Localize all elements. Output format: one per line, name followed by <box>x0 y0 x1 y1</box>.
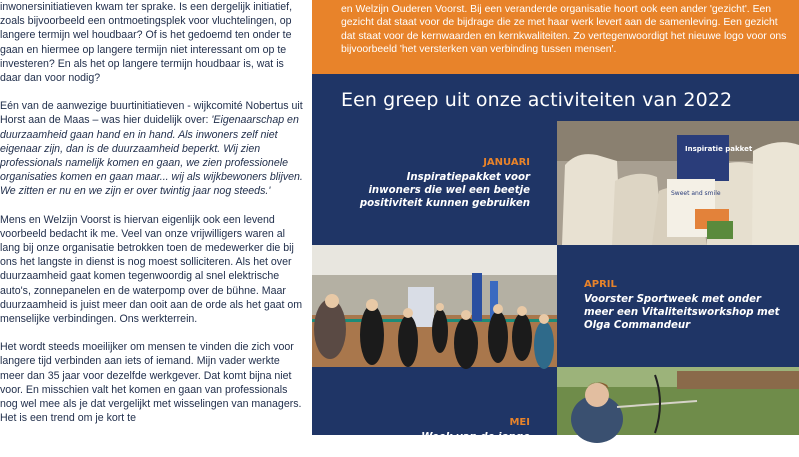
orange-info-box <box>312 0 799 74</box>
archery-image <box>557 367 799 435</box>
activity-may-photo <box>557 367 799 435</box>
quote: 'Eigenaarschap en duurzaamheid gaan hand en in hand. Als inwoners zelf niet eigenaar zijn, dan is de duurzaamheid beperkt. Wij zien professionals namelijk komen en gaan, we zien professionele organisaties komen en gaan maar... wij als wijkbewoners blijven. We zitten er nu en we zijn er over twintig jaar nog steeds.' <box>0 114 303 198</box>
activity-april-photo <box>312 245 557 367</box>
activity-month: JANUARI <box>483 157 530 168</box>
activity-january-caption <box>352 156 530 210</box>
orange-info-text: en Welzijn Ouderen Voorst. Bij een veranderde organisatie hoort ook een ander 'gezicht'. Een gezicht dat staat voor de bijdrage die ze met haar werk levert aan de samenleving. Een gezicht dat staat voor de kernwaarden en kernkwaliteiten. Zo vertegenwoordigt het nieuwe logo voor ons bijvoorbeeld 'het versterken van verbinding tussen mensen'. <box>341 4 787 55</box>
card-label: Sweet and smile <box>671 190 721 197</box>
box-label: Inspiratie pakket <box>685 145 753 153</box>
activity-text: Week van de jonge Mantelzorger <box>421 432 530 456</box>
inspiratie-box <box>677 135 729 181</box>
activities-panel <box>312 0 799 456</box>
sports-hall-image <box>312 245 557 367</box>
paragraph-1: inwonersinitiatieven kwam ter sprake. Is een dergelijk initiatief, zoals bijvoorbeeld een ontmoetingsplek voor vluchtelingen, op langere termijn wel houdbaar? Of is het gedoemd ten onder te gaan en hiermee op langere termijn niet interessant om op te investeren? En als het op langere termijn houdbaar is, wat is daar dan voor nodig? <box>0 1 293 85</box>
activity-month: MEI <box>509 417 530 428</box>
gift-bags-image <box>557 121 799 245</box>
article-left-column <box>0 0 304 435</box>
activity-month: APRIL <box>584 279 617 290</box>
paragraph-4: Het wordt steeds moeilijker om mensen te vinden die zich voor langere tijd verbinden aan iets of iemand. Mijn vader werkte meer dan 35 jaar voor dezelfde werkgever. Dat komt bijna niet voor. En misschien valt het komen en gaan van professionals nog wel mee als je dat vergelijkt met wisselingen van managers. Het is een trend om je kort te <box>0 341 302 425</box>
activities-heading: Een greep uit onze activiteiten van 2022 <box>341 89 733 111</box>
paragraph-3: Mens en Welzijn Voorst is hiervan eigenlijk ook een levend voorbeeld bedacht ik me. Veel van onze vrijwilligers waren al lang bij onze organisatie betrokken toen de medewerker die bij ons het langste in dienst is nog moest solliciteren. Als het over duurzaamheid gaat komen tegenwoordig al snel elektrische auto's, zonnepanelen en de waterpomp over de bühne. Maar duurzaamheid is juist meer dan ooit aan de orde als het gaat om menselijke verbindingen. Ons werkterrein. <box>0 213 303 326</box>
activity-text: Voorster Sportweek met onder meer een Vitaliteitsworkshop met Olga Commandeur <box>584 294 780 331</box>
activity-april-caption <box>584 278 784 332</box>
activity-text: Inspiratiepakket voor inwoners die wel een beetje positiviteit kunnen gebruiken <box>359 172 530 209</box>
paragraph-2-intro: Eén van de aanwezige buurtinitiatieven - wijkcomité Nobertus uit Horst aan de Maas – was hier duidelijk over: <box>0 100 303 127</box>
activity-january-photo <box>557 121 799 245</box>
paragraph-2 <box>0 99 304 198</box>
activity-may-caption <box>352 416 530 457</box>
